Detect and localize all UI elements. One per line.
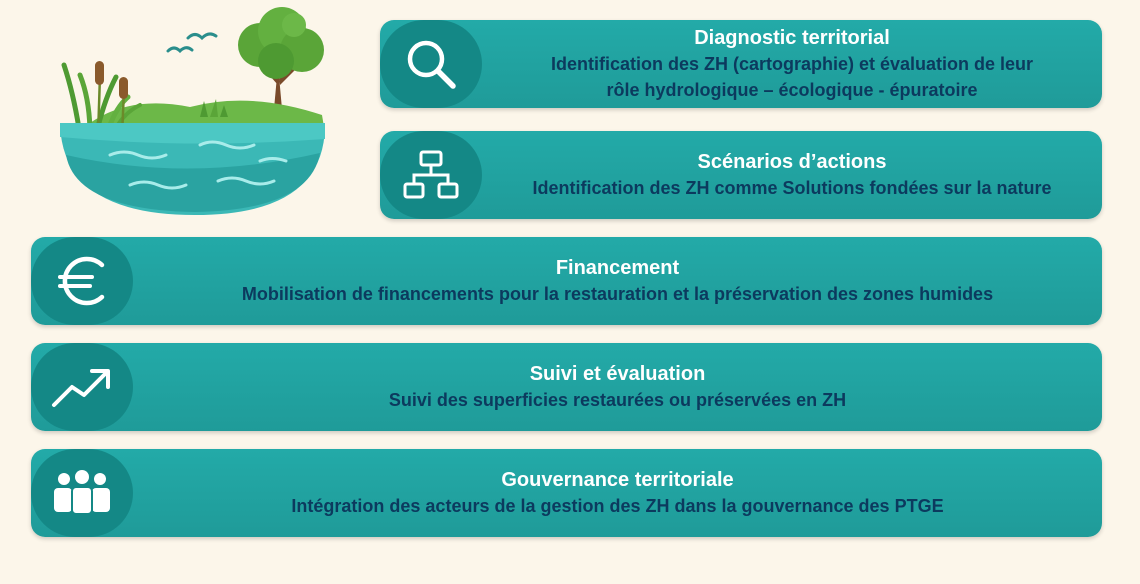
card-text bbox=[133, 343, 1102, 431]
icon-circle bbox=[31, 449, 133, 537]
card-gouvernance-territoriale bbox=[31, 449, 1102, 537]
magnifier-icon bbox=[403, 36, 459, 92]
card-title: Diagnostic territorial bbox=[694, 27, 890, 49]
card-title: Gouvernance territoriale bbox=[501, 469, 734, 491]
people-group-icon bbox=[50, 469, 114, 517]
card-description-line: Intégration des acteurs de la gestion des ZH dans la gouvernance des PTGE bbox=[291, 496, 944, 516]
card-text bbox=[482, 20, 1102, 108]
card-financement bbox=[31, 237, 1102, 325]
card-text bbox=[133, 449, 1102, 537]
card-description-line: Identification des ZH comme Solutions fondées sur la nature bbox=[532, 178, 1052, 198]
icon-circle bbox=[380, 20, 482, 108]
card-scenarios-actions bbox=[380, 131, 1102, 219]
icon-circle bbox=[380, 131, 482, 219]
card-title: Suivi et évaluation bbox=[529, 363, 706, 385]
card-description-line: Identification des ZH (cartographie) et évaluation de leur bbox=[550, 54, 1034, 74]
tree bbox=[238, 7, 324, 109]
euro-icon bbox=[52, 253, 112, 309]
card-suivi-evaluation bbox=[31, 343, 1102, 431]
icon-circle bbox=[31, 343, 133, 431]
card-diagnostic-territorial bbox=[380, 20, 1102, 108]
card-description-line: Mobilisation de financements pour la restauration et la préservation des zones humides bbox=[241, 284, 994, 304]
trend-up-icon bbox=[50, 363, 114, 411]
org-chart-icon bbox=[401, 148, 461, 202]
icon-circle bbox=[31, 237, 133, 325]
card-text bbox=[482, 131, 1102, 219]
pond bbox=[60, 123, 325, 215]
birds bbox=[168, 34, 216, 51]
card-text bbox=[133, 237, 1102, 325]
card-description-line: rôle hydrologique – écologique - épuratoire bbox=[606, 80, 978, 100]
card-description-line: Suivi des superficies restaurées ou préservées en ZH bbox=[388, 390, 847, 410]
card-title: Scénarios d’actions bbox=[697, 151, 887, 173]
wetland-illustration bbox=[50, 5, 335, 220]
card-title: Financement bbox=[555, 257, 680, 279]
